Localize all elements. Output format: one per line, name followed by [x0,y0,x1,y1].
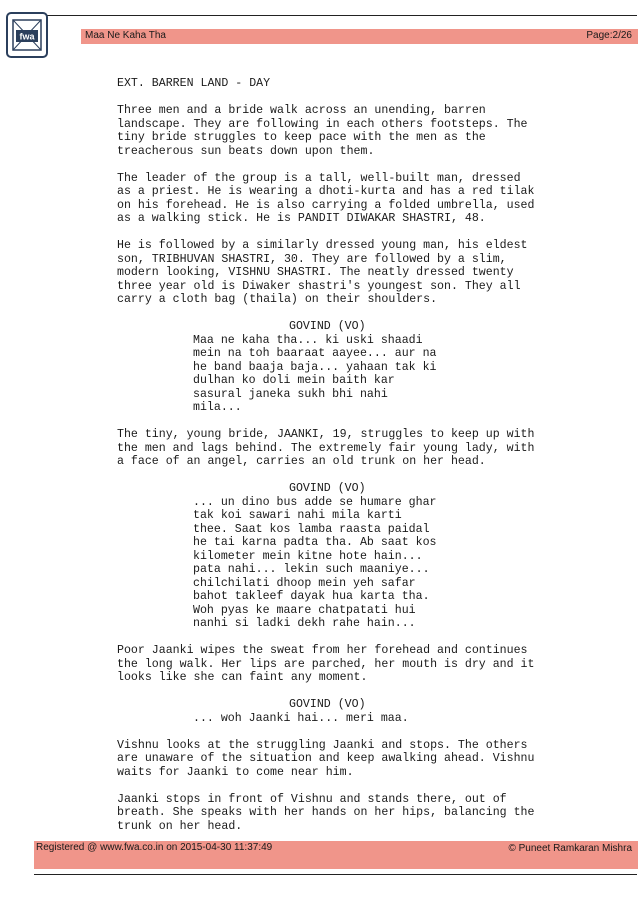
script-action: The tiny, young bride, JAANKI, 19, struggles to keep up with the men and lags behind. The extremely fair young lady, with a face of an angel, carries an old trunk on her head. [117,428,535,468]
script-action: Poor Jaanki wipes the sweat from her forehead and continues the long walk. Her lips are parched, her mouth is dry and it looks like she can faint any moment. [117,644,535,684]
script-body [117,77,617,847]
script-action: Vishnu looks at the struggling Jaanki and stops. The others are unaware of the situation and keep awalking ahead. Vishnu waits for Jaanki to come near him. [117,738,535,779]
bottom-rule [34,874,637,875]
script-character: GOVIND (VO) [289,698,366,711]
script-dialogue: ... un dino bus adde se humare ghar tak koi sawari nahi mila karti thee. Saat kos lamba raasta paidal he tai karna padta tha. Ab saat kos kilometer mein kitne hote hain... pata nahi... lekin such maaniye... chilchilati dhoop mein yeh safar bahot takleef dayak hua karta tha. Woh pyas ke maare chatpatati hui nanhi si ladki dekh rahe hain... [193,495,437,630]
script-character: GOVIND (VO) [289,482,366,495]
script-dialogue: Maa ne kaha tha... ki uski shaadi mein na toh baaraat aayee... aur na he band baaja baja... yahaan tak ki dulhan ko doli mein baith kar sasural janeka sukh bhi nahi mila... [193,333,437,414]
script-action: Jaanki stops in front of Vishnu and stands there, out of breath. She speaks with her hands on her hips, balancing the trunk on her head. [117,792,535,833]
logo-text: fwa [19,31,35,42]
footer-bar [34,841,638,869]
page-number: Page:2/26 [586,30,632,41]
registration-note: Registered @ www.fwa.co.in on 2015-04-30 11:37:49 [36,842,273,853]
copyright-note: © Puneet Ramkaran Mishra [508,843,632,854]
fwa-logo [6,12,48,58]
script-character: GOVIND (VO) [289,320,366,333]
script-scene-heading: EXT. BARREN LAND - DAY [117,77,271,90]
header-bar [81,29,638,44]
script-action: He is followed by a similarly dressed young man, his eldest son, TRIBHUVAN SHASTRI, 30. They are followed by a slim, modern looking, VISHNU SHASTRI. The neatly dressed twenty three year old is Diwaker shastri's youngest son. They all carry a cloth bag (thaila) on their shoulders. [117,239,528,306]
script-title: Maa Ne Kaha Tha [85,30,166,41]
film-clapper-icon [10,16,44,54]
top-rule [34,15,637,16]
script-action: Three men and a bride walk across an unending, barren landscape. They are following in each others footsteps. The tiny bride struggles to keep pace with the men as the treacherous sun beats down upon them. [117,104,528,158]
script-dialogue: ... woh Jaanki hai... meri maa. [193,711,409,725]
script-action: The leader of the group is a tall, well-built man, dressed as a priest. He is wearing a dhoti-kurta and has a red tilak on his forehead. He is also carrying a folded umbrella, used as a walking stick. He is PANDIT DIWAKAR SHASTRI, 48. [117,171,535,225]
